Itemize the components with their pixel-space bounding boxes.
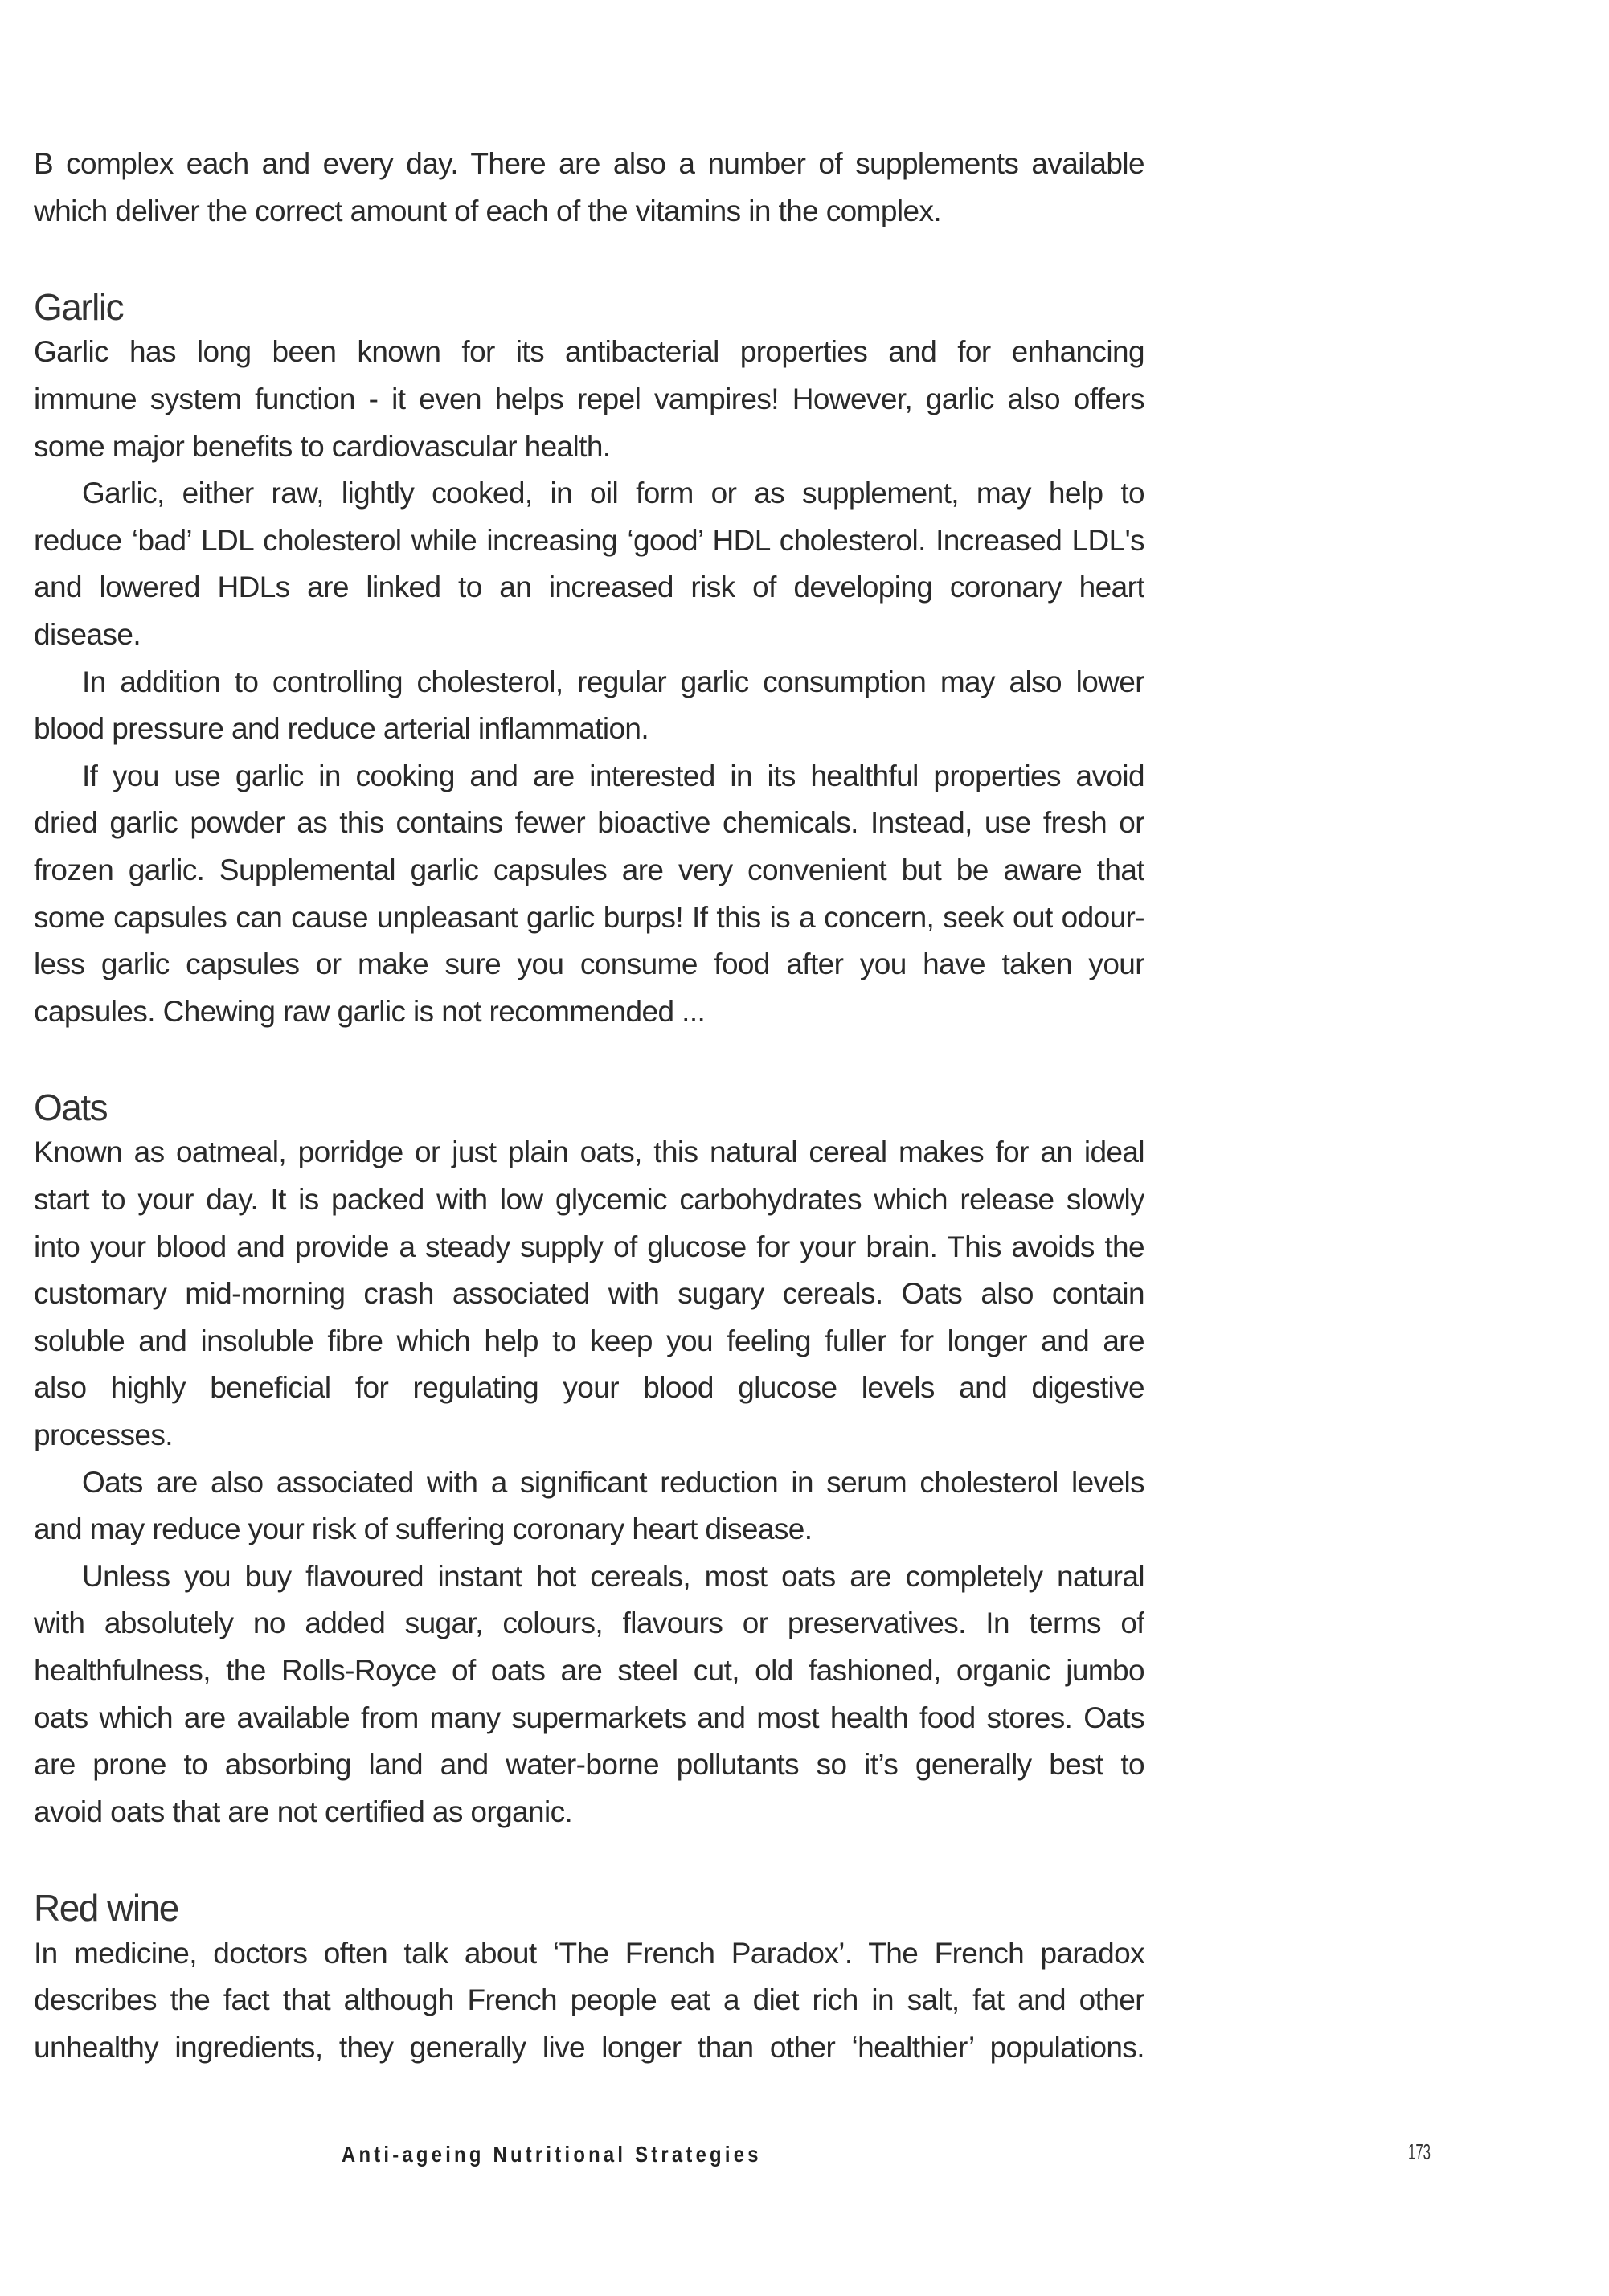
blank-line [34, 235, 1144, 282]
running-footer-title: Anti-ageing Nutritional Strategies [342, 2142, 762, 2167]
paragraph [34, 1459, 1144, 1553]
text-line: In addition to controlling cholesterol, regular garlic consumption may also lower [82, 665, 1144, 698]
text-line: Garlic, either raw, lightly cooked, in oil form or as supplement, may help to [82, 477, 1144, 510]
text-line: healthfulness, the Rolls-Royce of oats are steel cut, old fashioned, organic jumbo [34, 1654, 1144, 1687]
text-line: oats which are available from many supermarkets and most health food stores. Oats [34, 1701, 1144, 1734]
text-line: unhealthy ingredients, they generally live longer than other ‘healthier’ populations. [34, 2030, 1144, 2064]
text-line: which deliver the correct amount of each of the vitamins in the complex. [34, 194, 942, 227]
paragraph [34, 141, 1144, 235]
section-heading: Oats [34, 1086, 108, 1128]
text-line: dried garlic powder as this contains fewer bioactive chemicals. Instead, use fresh or [34, 806, 1144, 840]
text-line: less garlic capsules or make sure you consume food after you have taken your [34, 947, 1144, 981]
text-line: blood pressure and reduce arterial inflammation. [34, 712, 649, 746]
text-line: with absolutely no added sugar, colours, flavours or preservatives. In terms of [34, 1606, 1144, 1640]
section-heading: Garlic [34, 285, 124, 328]
section-heading: Red wine [34, 1886, 178, 1929]
text-line: disease. [34, 617, 141, 651]
text-line: customary mid-morning crash associated with sugary cereals. Oats also contain [34, 1277, 1144, 1311]
text-line: and may reduce your risk of suffering coronary heart disease. [34, 1512, 813, 1546]
text-line: In medicine, doctors often talk about ‘The French Paradox’. The French paradox [34, 1936, 1144, 1970]
text-line: start to your day. It is packed with low glycemic carbohydrates which release slowly [34, 1183, 1144, 1217]
page-number: 173 [1408, 2139, 1431, 2164]
text-line: describes the fact that although French people eat a diet rich in salt, fat and other [34, 1983, 1144, 2017]
paragraph [34, 659, 1144, 753]
paragraph [34, 1553, 1144, 1836]
blank-line [34, 1035, 1144, 1083]
text-line: Unless you buy flavoured instant hot cereals, most oats are completely natural [82, 1559, 1144, 1593]
paragraph [34, 1930, 1144, 2072]
text-line: B complex each and every day. There are also a number of supplements available [34, 147, 1144, 180]
paragraph [34, 1129, 1144, 1459]
text-line: processes. [34, 1418, 173, 1452]
text-line: frozen garlic. Supplemental garlic capsules are very convenient but be aware that [34, 853, 1144, 886]
text-line: into your blood and provide a steady supply of glucose for your brain. This avoids the [34, 1230, 1144, 1263]
text-line: and lowered HDLs are linked to an increased risk of developing coronary heart [34, 571, 1144, 604]
paragraph [34, 329, 1144, 470]
text-line: some capsules can cause unpleasant garlic burps! If this is a concern, seek out odour- [34, 900, 1144, 934]
text-line: Known as oatmeal, porridge or just plain oats, this natural cereal makes for an ideal [34, 1136, 1144, 1169]
text-line: If you use garlic in cooking and are interested in its healthful properties avoid [82, 759, 1144, 792]
page-body [34, 141, 1144, 2071]
paragraph [34, 470, 1144, 658]
text-line: avoid oats that are not certified as organic. [34, 1795, 573, 1828]
text-line: Oats are also associated with a significant reduction in serum cholesterol levels [82, 1465, 1144, 1499]
text-line: immune system function - it even helps repel vampires! However, garlic also offers [34, 382, 1144, 415]
text-line: some major benefits to cardiovascular health. [34, 429, 611, 463]
text-line: capsules. Chewing raw garlic is not recommended ... [34, 994, 706, 1028]
blank-line [34, 1836, 1144, 1883]
text-line: reduce ‘bad’ LDL cholesterol while increasing ‘good’ HDL cholesterol. Increased LDL's [34, 523, 1144, 557]
paragraph [34, 753, 1144, 1036]
text-line: soluble and insoluble fibre which help to keep you feeling fuller for longer and are [34, 1324, 1144, 1357]
text-line: also highly beneficial for regulating your blood glucose levels and digestive [34, 1371, 1144, 1405]
text-line: Garlic has long been known for its antibacterial properties and for enhancing [34, 335, 1144, 369]
text-line: are prone to absorbing land and water-borne pollutants so it’s generally best to [34, 1748, 1144, 1782]
